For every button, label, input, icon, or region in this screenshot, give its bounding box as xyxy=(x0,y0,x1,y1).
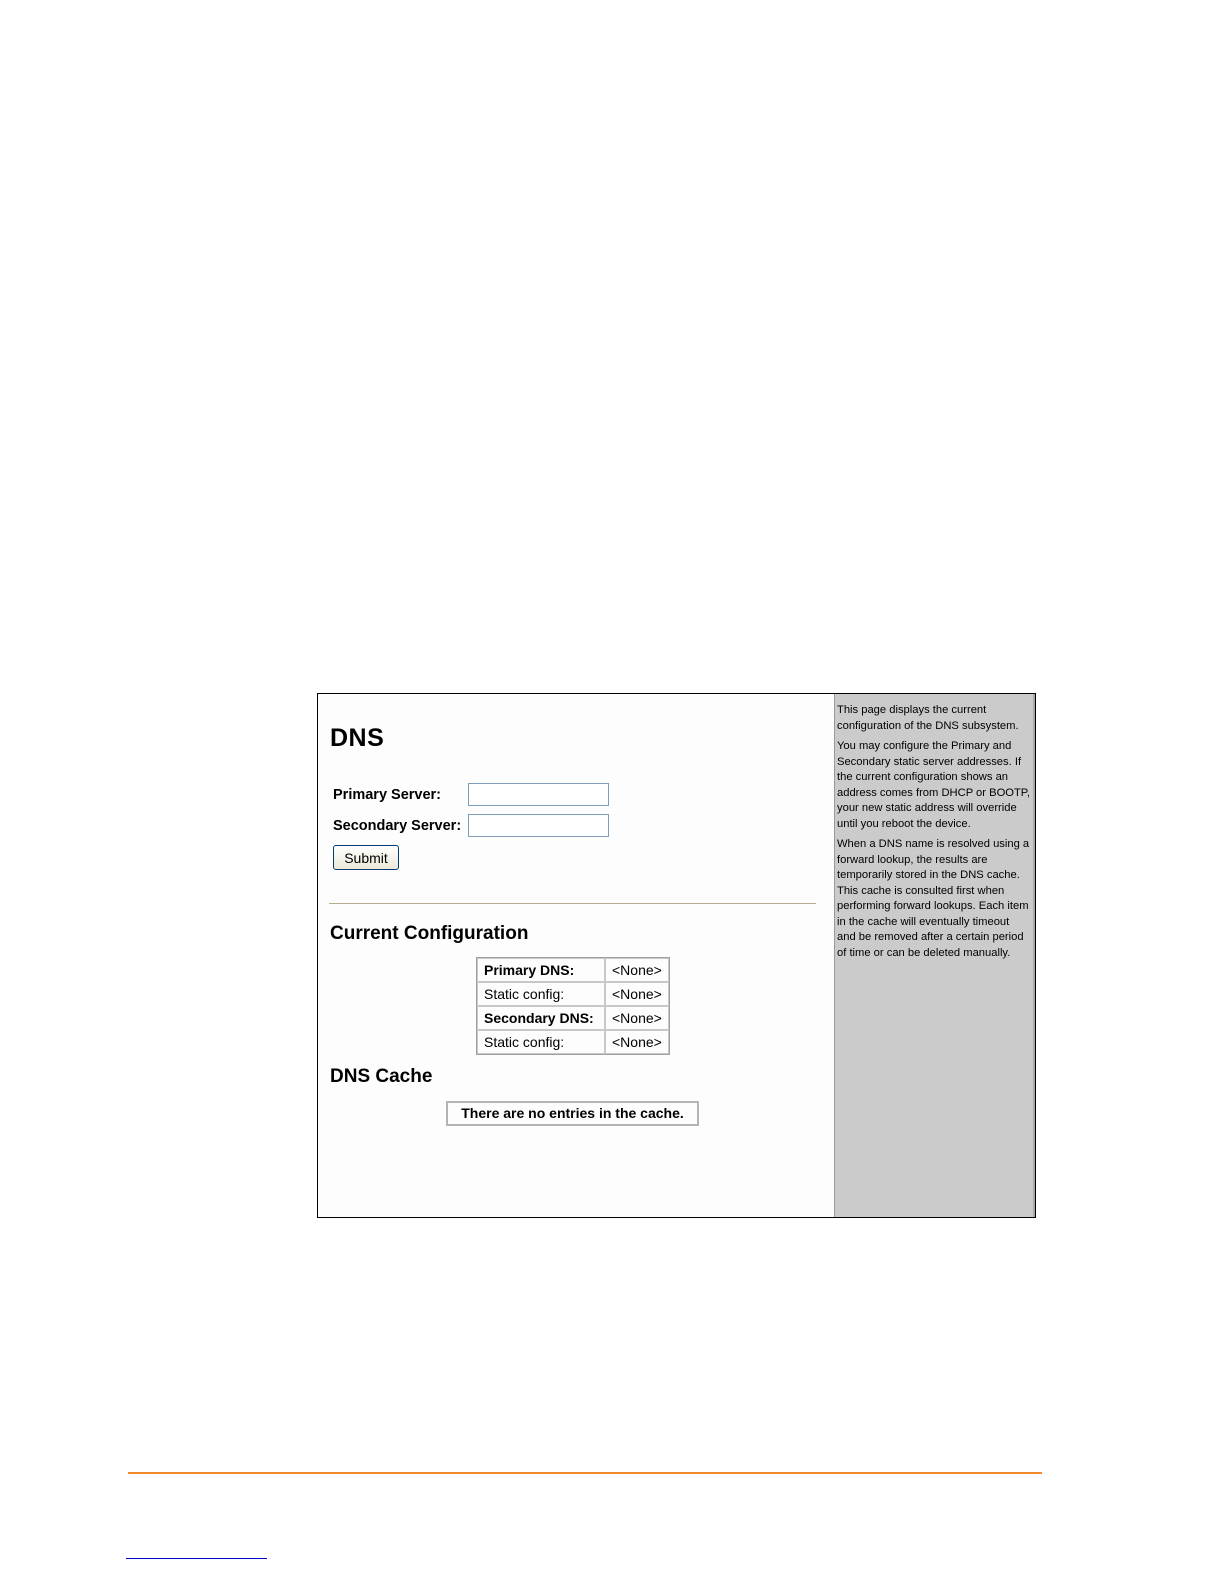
config-value: <None> xyxy=(605,958,669,982)
page-title: DNS xyxy=(330,724,385,752)
help-paragraph: This page displays the current configuration of the DNS subsystem. xyxy=(837,704,1019,732)
table-row xyxy=(477,958,669,982)
main-pane xyxy=(318,694,835,1217)
config-value: <None> xyxy=(605,1030,669,1054)
table-row xyxy=(477,1030,669,1054)
current-configuration-table xyxy=(476,957,670,1055)
help-sidebar xyxy=(835,694,1035,1217)
config-key: Primary DNS: xyxy=(477,958,605,982)
config-key: Static config: xyxy=(477,982,605,1006)
cache-empty-message: There are no entries in the cache. xyxy=(446,1101,699,1126)
config-key: Secondary DNS: xyxy=(477,1006,605,1030)
dns-config-screenshot xyxy=(317,693,1036,1218)
primary-server-label: Primary Server: xyxy=(333,787,442,803)
footer-link-underline[interactable] xyxy=(126,1558,267,1559)
help-paragraph: When a DNS name is resolved using a forward lookup, the results are temporarily stored in the DNS cache. This cache is consulted first when performing forward lookups. Each item in the cache will eventually timeout and be removed after a certain period of time or can be deleted manually. xyxy=(837,838,1030,959)
table-row xyxy=(477,982,669,1006)
config-value: <None> xyxy=(605,1006,669,1030)
help-paragraph: You may configure the Primary and Secondary static server addresses. If the current configuration shows an address comes from DHCP or BOOTP, your new static address will override until you reboot the device. xyxy=(837,740,1030,830)
secondary-server-label: Secondary Server: xyxy=(333,818,462,834)
table-row xyxy=(477,1006,669,1030)
current-configuration-heading: Current Configuration xyxy=(330,923,529,944)
submit-button[interactable]: Submit xyxy=(333,845,399,870)
config-value: <None> xyxy=(605,982,669,1006)
footer-rule xyxy=(128,1472,1042,1474)
secondary-server-input[interactable] xyxy=(468,814,609,837)
dns-cache-heading: DNS Cache xyxy=(330,1066,433,1087)
config-key: Static config: xyxy=(477,1030,605,1054)
section-divider xyxy=(329,903,816,904)
primary-server-input[interactable] xyxy=(468,783,609,806)
